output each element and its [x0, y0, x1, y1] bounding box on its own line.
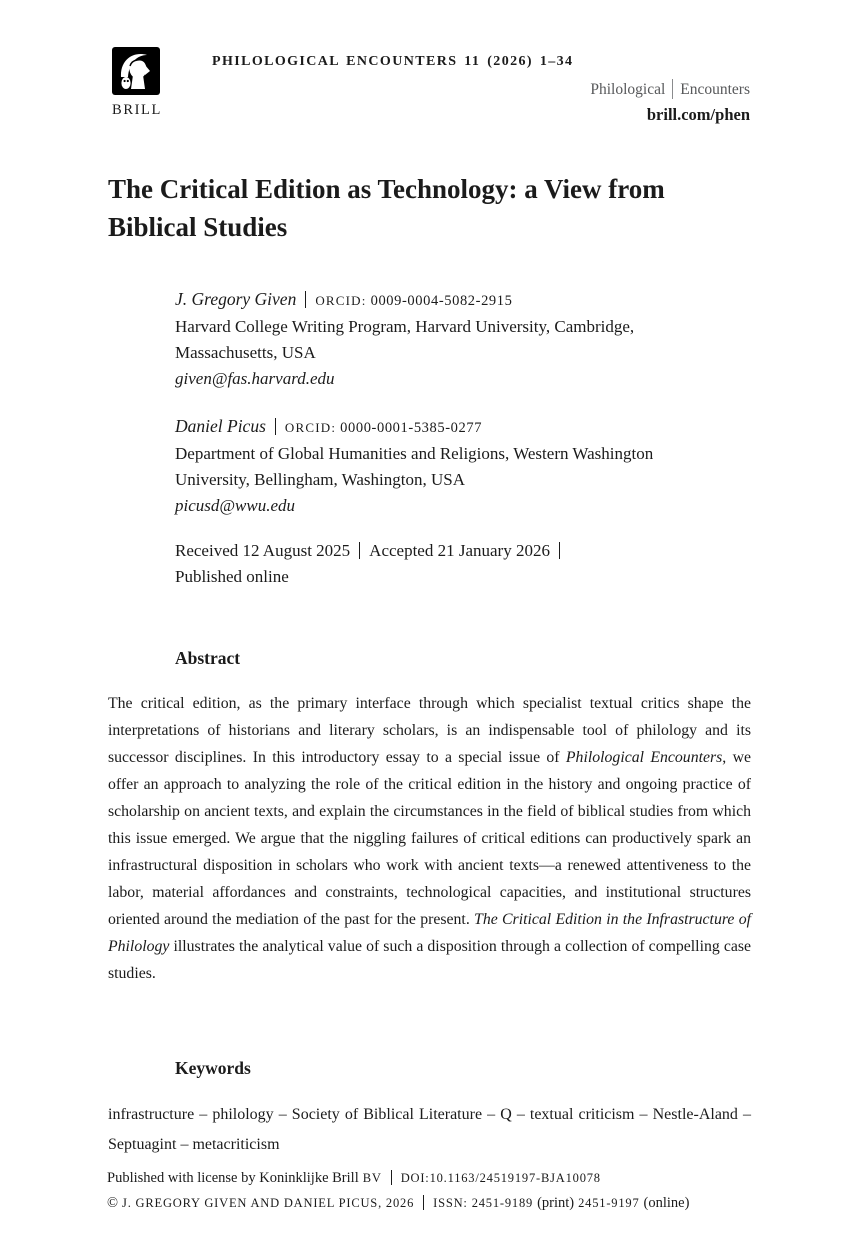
footer-separator: [423, 1195, 424, 1210]
orcid-label: ORCID:: [315, 293, 367, 308]
author-name-line: [175, 286, 634, 314]
footer-license-line: [107, 1166, 787, 1191]
footer-copyright-line: [107, 1191, 787, 1216]
author-email[interactable]: picusd@wwu.edu: [175, 496, 295, 515]
journal-mark: [590, 79, 750, 99]
separator-bar: [305, 291, 306, 308]
author-block-picus: [175, 413, 653, 519]
issn-label: ISSN:: [433, 1195, 468, 1210]
orcid-value: 0000-0001-5385-0277: [340, 420, 483, 436]
bv-smallcaps: BV: [362, 1171, 382, 1185]
copyright-symbol: ©: [107, 1194, 119, 1211]
license-text: Published with license by Koninklijke Brill: [107, 1170, 359, 1186]
keywords-heading: Keywords: [175, 1058, 251, 1078]
brill-logo: [112, 47, 162, 119]
author-block-given: [175, 286, 634, 392]
abstract-heading: Abstract: [175, 648, 241, 668]
separator-bar: [559, 542, 560, 559]
print-label: (print): [537, 1194, 575, 1211]
issn-online-value: 2451-9197: [578, 1195, 640, 1210]
article-title-line-1: The Critical Edition as Technology: a View from: [108, 174, 665, 204]
abstract-paragraph: [108, 690, 751, 987]
journal-mark-right: Encounters: [680, 81, 750, 98]
affiliation-line-1: Department of Global Humanities and Religions, Western Washington: [175, 444, 654, 463]
journal-mark-divider: [672, 79, 673, 99]
author-email[interactable]: given@fas.harvard.edu: [175, 369, 335, 388]
footer: [107, 1166, 787, 1215]
orcid-value: 0009-0004-5082-2915: [370, 293, 513, 309]
abstract-segment: , we offer an approach to analyzing the role of the critical edition in the history and ongoing practice of scholarship on ancient texts, and explain the circumstances in the field of biblical studies from which this issue emerged. We argue that the niggling failures of critical editions can productively spark an infrastructural disposition in scholars who work with ancient texts—a renewed attentiveness to the labor, material affordances and constraints, technological capacities, and institutional structures oriented around the mediation of the past for the present.: [108, 749, 751, 928]
keywords-text: infrastructure – philology – Society of Biblical Literature – Q – textual criticism – Nestle-Aland – Septuagint – metacriticism: [108, 1106, 751, 1153]
accepted-date: Accepted 21 January 2026: [369, 541, 550, 560]
journal-citation-line: PHILOLOGICAL ENCOUNTERS 11 (2026) 1–34: [212, 54, 574, 69]
athena-owl-icon: [112, 47, 162, 95]
separator-bar: [359, 542, 360, 559]
journal-url[interactable]: brill.com/phen: [646, 105, 750, 124]
doi-text: DOI:10.1163/24519197-BJA10078: [400, 1171, 601, 1185]
author-name: J. Gregory Given: [175, 289, 297, 309]
dates-block: [175, 538, 569, 590]
copyright-names: J. GREGORY GIVEN AND DANIEL PICUS, 2026: [122, 1195, 415, 1210]
abstract-segment: The critical edition, as the primary interface through which specialist textual critics shape the interpretations of historians and literary scholars, is an indispensable tool of philology and its successor disciplines. In this introductory essay to a special issue of: [108, 695, 751, 766]
online-label: (online): [643, 1194, 690, 1211]
issn-print-value: 2451-9189: [471, 1195, 534, 1210]
journal-mark-left: Philological: [590, 81, 666, 98]
page-title: [108, 170, 665, 246]
separator-bar: [275, 418, 276, 435]
footer-separator: [391, 1170, 392, 1185]
affiliation-line-1: Harvard College Writing Program, Harvard University, Cambridge,: [175, 317, 635, 336]
affiliation-line-2: Massachusetts, USA: [175, 343, 316, 362]
author-name: Daniel Picus: [175, 416, 266, 436]
affiliation-line-2: University, Bellingham, Washington, USA: [175, 470, 465, 489]
dates-line-1: [175, 538, 569, 564]
article-title-line-2: Biblical Studies: [108, 212, 288, 242]
orcid-label: ORCID:: [284, 420, 337, 435]
brill-wordmark: BRILL: [112, 102, 162, 118]
journal-title-italic: Philological Encounters: [565, 749, 723, 766]
issue-title-italic: The Critical Edition in the Infrastructure of Philology: [108, 911, 751, 955]
abstract-segment: illustrates the analytical value of such a disposition through a collection of compelling case studies.: [108, 938, 751, 982]
author-name-line: [175, 413, 653, 441]
dates-line-2: Published online: [175, 567, 289, 586]
received-date: Received 12 August 2025: [175, 541, 351, 560]
